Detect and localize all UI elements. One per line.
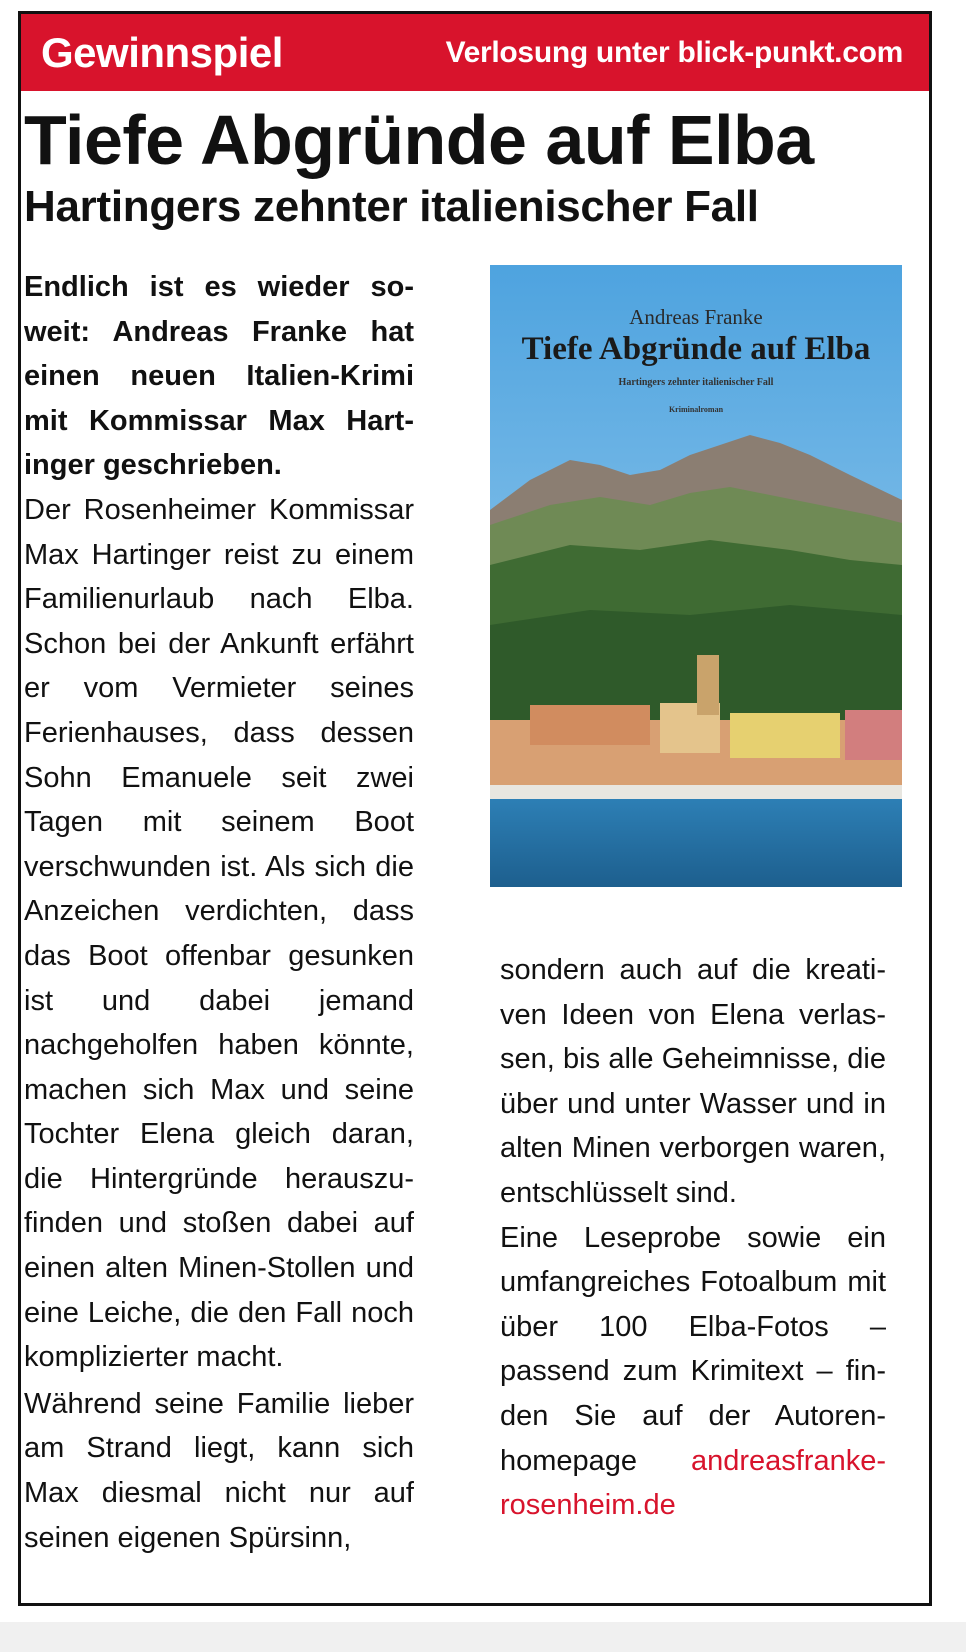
book-cover-image xyxy=(490,265,902,887)
body-paragraph: Der Rosenheimer Kommissar Max Hartinger reist zu einem Familienurlaub nach Elba. Schon bei der Ankunft erfährt er vom Vermieter seines Ferienhauses, dass dessen Sohn Emanuele seit zwei Tagen mit seinem Boot verschwunden ist. Als sich die Anzeichen verdichten, dass das Boot offenbar gesunken ist und dabei jemand nachgeholfen haben könnte, machen sich Max und seine Tochter Elena gleich daran, die Hintergründe herauszufinden und stoßen dabei auf einen alten Minen-Stollen und eine Leiche, die den Fall noch komplizierter macht. xyxy=(24,493,414,1374)
article-title: Tiefe Abgründe auf Elba xyxy=(24,101,814,179)
body-paragraph: sondern auch auf die kreativen Ideen von Elena verlassen, bis alle Geheimnisse, die über und unter Wasser und in alten Minen verborgen waren, entschlüsselt sind. xyxy=(500,954,886,1209)
section-banner xyxy=(21,14,929,91)
cover-author: Andreas Franke xyxy=(629,305,763,329)
section-label: Gewinnspiel xyxy=(41,28,283,76)
cover-subtitle: Hartingers zehnter italienischer Fall xyxy=(618,377,774,388)
body-paragraph: Während seine Familie lieber am Strand liegt, kann sich Max diesmal nicht nur auf seinen eigenen Spürsinn, xyxy=(24,1387,414,1554)
text-column-right xyxy=(500,948,886,1528)
cover-genre: Kriminalroman xyxy=(668,405,724,414)
homepage-text: Eine Leseprobe sowie ein umfangreiches Fotoalbum mit über 100 Elba-Fotos – passend zum Krimitext – finden Sie auf der Autorenhomepage xyxy=(500,1221,886,1477)
body-paragraph xyxy=(500,1216,886,1528)
raffle-note: Verlosung unter blick-punkt.com xyxy=(445,35,903,69)
author-homepage-link[interactable]: andreasfranke-rosenheim.de xyxy=(500,1444,886,1522)
cover-title: Tiefe Abgründe auf Elba xyxy=(521,331,871,367)
page-bottom-strip xyxy=(0,1622,966,1652)
text-column-left xyxy=(24,265,414,1560)
article-lead: Endlich ist es wieder soweit: Andreas Franke hat einen neuen Italien-Krimi mit Kommissar Max Hartinger geschrieben. xyxy=(24,271,414,482)
article-subtitle: Hartingers zehnter italienischer Fall xyxy=(24,182,759,231)
